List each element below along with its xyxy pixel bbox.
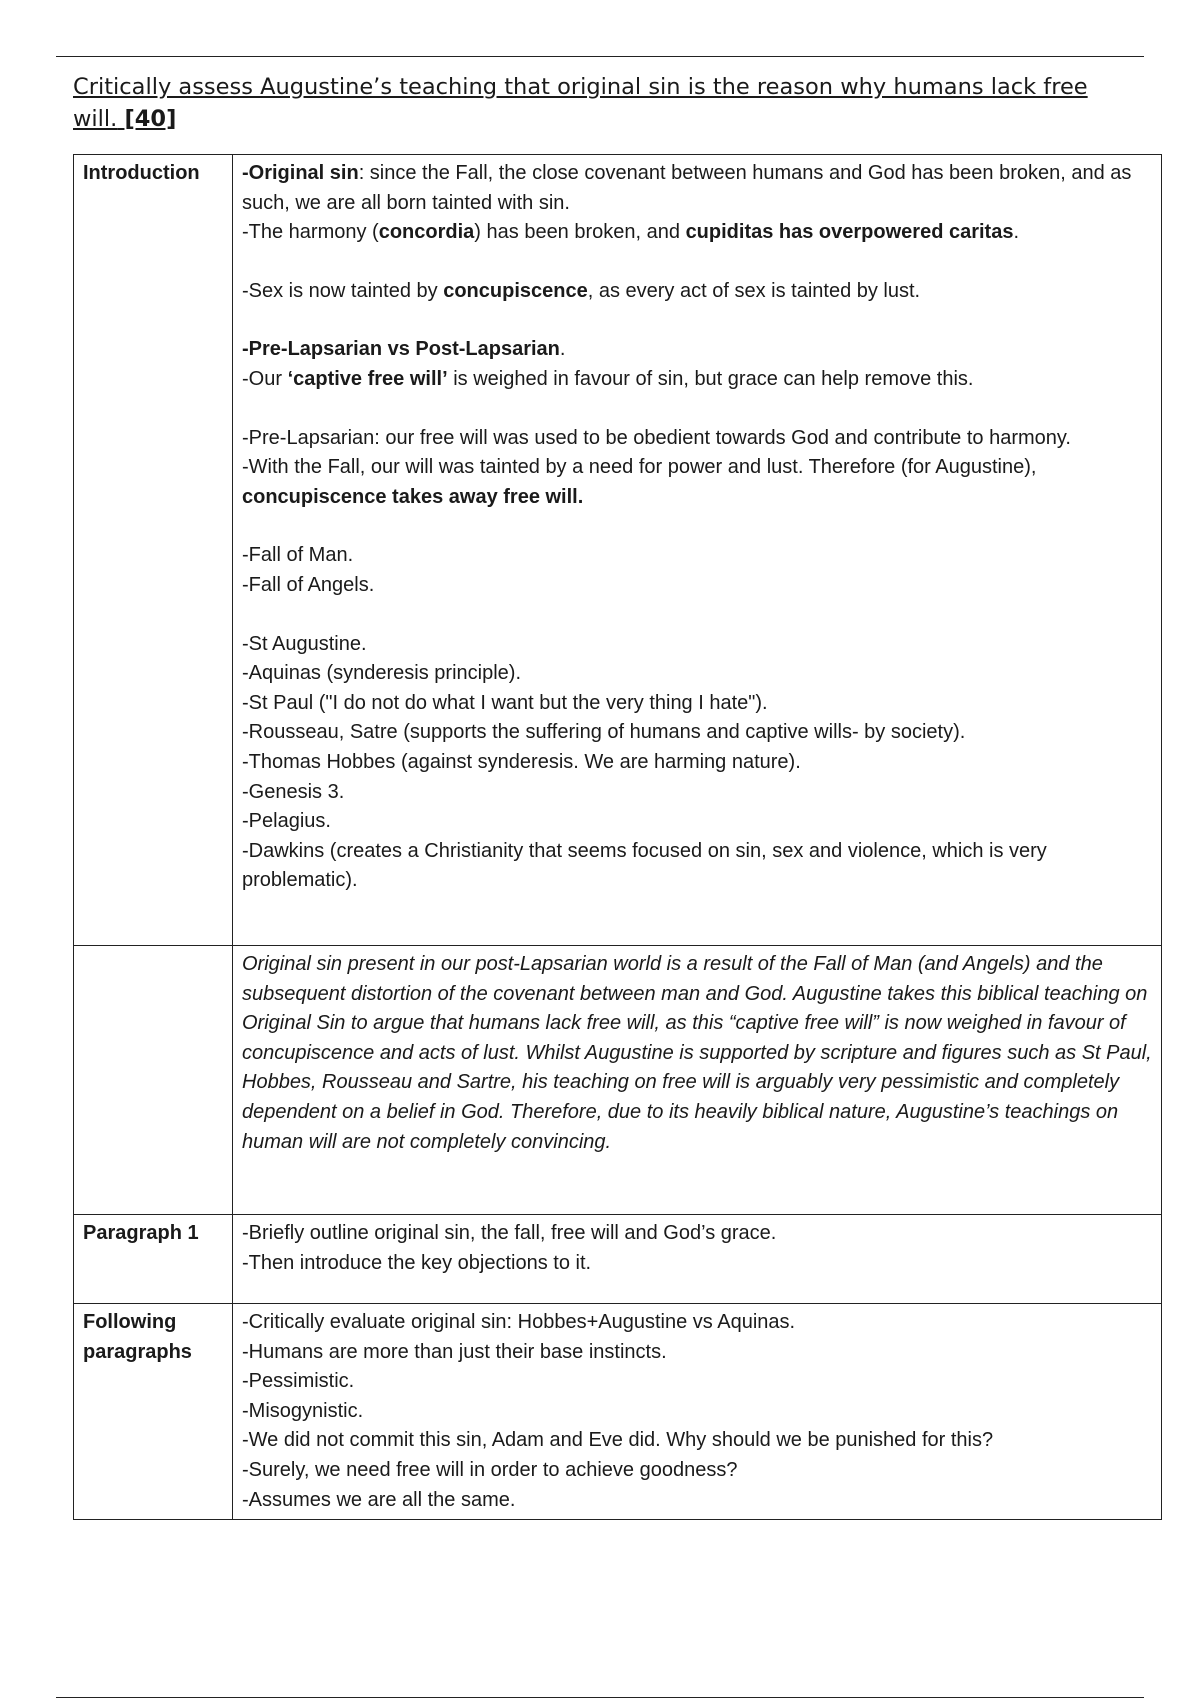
- concupiscence-point: -Sex is now tainted by concupiscence, as every act of sex is tainted by lust.: [242, 279, 921, 302]
- table-row-following-paragraphs: [74, 1304, 1162, 1520]
- essay-plan-table: [73, 154, 1162, 1520]
- lapsarian-heading: -Pre-Lapsarian vs Post-Lapsarian.: [242, 338, 566, 361]
- following-paragraphs-content: [233, 1304, 1162, 1520]
- list-item: -We did not commit this sin, Adam and Eve did. Why should we be punished for this?: [242, 1429, 994, 1452]
- pre-lapsarian-point: -Pre-Lapsarian: our free will was used to be obedient towards God and contribute to harmony.: [242, 426, 1071, 449]
- harmony-point: -The harmony (concordia) has been broken, and cupiditas has overpowered caritas.: [242, 221, 1020, 244]
- source-item: -Genesis 3.: [242, 780, 345, 803]
- question-text: Critically assess Augustine’s teaching that original sin is the reason why humans lack free will.: [73, 74, 1088, 132]
- list-item: -Critically evaluate original sin: Hobbes+Augustine vs Aquinas.: [242, 1311, 796, 1333]
- list-item: -Assumes we are all the same.: [242, 1488, 516, 1511]
- list-item: -Misogynistic.: [242, 1399, 364, 1422]
- source-item: -Pelagius.: [242, 810, 331, 833]
- original-sin-point: -Original sin: since the Fall, the close covenant between humans and God has been broken, and as such, we are all born tainted with sin.: [242, 162, 1132, 214]
- source-item: -St Augustine.: [242, 632, 367, 655]
- row-label-thesis: [74, 946, 233, 1215]
- thesis-statement: Original sin present in our post-Lapsarian world is a result of the Fall of Man (and Angels) and the subsequent distortion of the covenant between man and God. Augustine takes this biblical teaching on Original Sin to argue that humans lack free will, as this “captive free will” is now weighed in favour of concupiscence and acts of lust. Whilst Augustine is supported by scripture and figures such as St Paul, Hobbes, Rousseau and Sartre, his teaching on free will is arguably very pessimistic and completely dependent on a belief in God. Therefore, due to its heavily biblical nature, Augustine’s teachings on human will are not completely convincing.: [233, 946, 1162, 1215]
- introduction-content: [233, 155, 1162, 946]
- row-label-following-paragraphs: Following paragraphs: [74, 1304, 233, 1520]
- list-item: -Humans are more than just their base instincts.: [242, 1340, 667, 1363]
- table-row-thesis: [74, 946, 1162, 1215]
- table-row-introduction: [74, 155, 1162, 946]
- source-item: -Dawkins (creates a Christianity that seems focused on sin, sex and violence, which is very problematic).: [242, 839, 1047, 892]
- source-item: -Thomas Hobbes (against synderesis. We are harming nature).: [242, 750, 801, 773]
- header-rule: [56, 56, 1144, 57]
- list-item: -Pessimistic.: [242, 1370, 355, 1393]
- fall-will-point: -With the Fall, our will was tainted by a need for power and lust. Therefore (for Augustine),: [242, 456, 1037, 479]
- captive-free-will-point: -Our ‘captive free will’ is weighed in favour of sin, but grace can help remove this.: [242, 367, 974, 390]
- source-item: -Aquinas (synderesis principle).: [242, 662, 522, 685]
- footer-rule: [56, 1697, 1144, 1698]
- row-label-introduction: Introduction: [74, 155, 233, 946]
- list-item: -Briefly outline original sin, the fall, free will and God’s grace.: [242, 1222, 777, 1244]
- row-label-paragraph-1: Paragraph 1: [74, 1215, 233, 1304]
- source-item: -St Paul ("I do not do what I want but the very thing I hate").: [242, 691, 768, 714]
- list-item: -Surely, we need free will in order to achieve goodness?: [242, 1458, 738, 1481]
- fall-of-man: -Fall of Man.: [242, 544, 354, 567]
- list-item: -Then introduce the key objections to it.: [242, 1251, 592, 1274]
- table-row-paragraph-1: [74, 1215, 1162, 1304]
- source-item: -Rousseau, Satre (supports the suffering of humans and captive wills- by society).: [242, 721, 966, 744]
- fall-will-conclusion: concupiscence takes away free will.: [242, 485, 584, 508]
- fall-of-angels: -Fall of Angels.: [242, 573, 375, 596]
- paragraph-1-content: [233, 1215, 1162, 1304]
- question-marks: [40]: [124, 106, 177, 132]
- essay-question: [73, 71, 1133, 135]
